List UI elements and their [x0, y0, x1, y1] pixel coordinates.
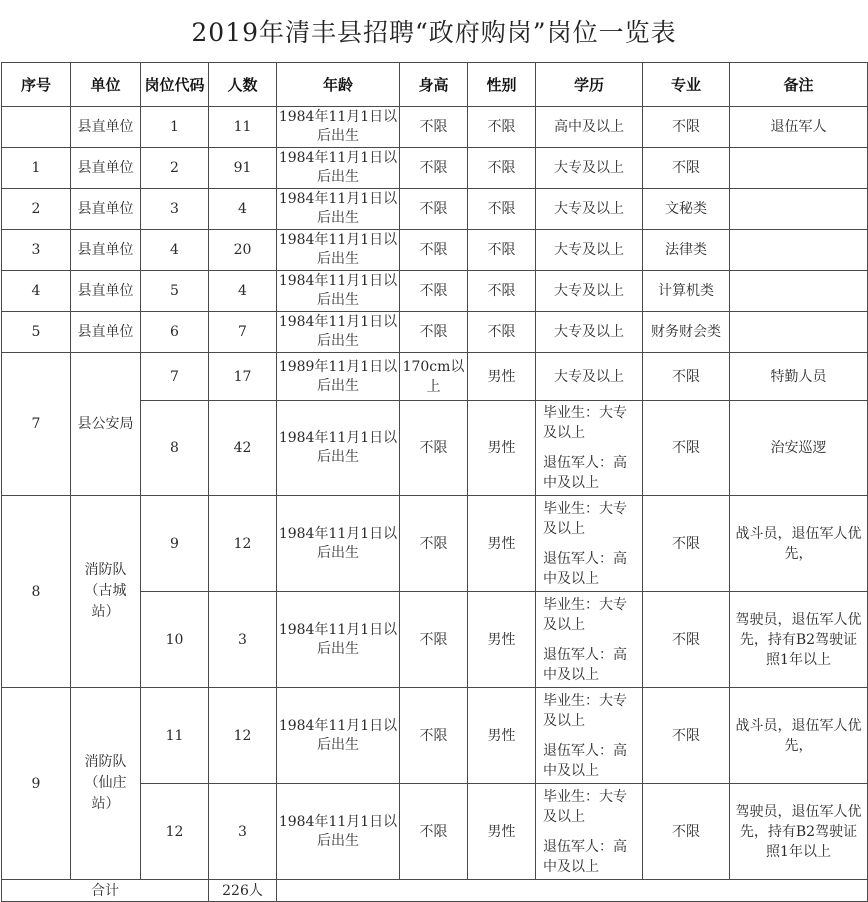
edu-graduate: 毕业生：大专及以上	[543, 405, 627, 441]
cell-note: 战斗员，退伍军人优先，	[730, 496, 868, 592]
header-major: 专业	[643, 63, 730, 107]
cell-edu: 大专及以上	[536, 271, 643, 312]
cell-edu: 大专及以上	[536, 312, 643, 353]
cell-gender: 不限	[468, 107, 536, 148]
header-seq: 序号	[2, 63, 71, 107]
cell-unit: 县公安局	[71, 353, 141, 496]
cell-edu	[536, 688, 643, 784]
edu-veteran: 退伍军人：高中及以上	[543, 550, 627, 587]
cell-code: 3	[141, 189, 209, 230]
cell-age: 1984年11月1日以后出生	[277, 592, 400, 688]
cell-code: 12	[141, 784, 209, 880]
cell-count: 11	[209, 107, 277, 148]
edu-graduate: 毕业生：大专及以上	[543, 596, 627, 633]
cell-seq: 9	[2, 688, 71, 880]
cell-code: 8	[141, 401, 209, 496]
cell-major: 不限	[643, 353, 730, 401]
cell-code: 7	[141, 353, 209, 401]
cell-gender: 不限	[468, 230, 536, 271]
cell-code: 1	[141, 107, 209, 148]
table-row	[2, 107, 868, 148]
cell-height: 不限	[400, 496, 468, 592]
cell-age: 1984年11月1日以后出生	[277, 312, 400, 353]
cell-code: 11	[141, 688, 209, 784]
cell-height: 不限	[400, 312, 468, 353]
cell-note: 治安巡逻	[730, 401, 868, 496]
header-row	[2, 63, 868, 107]
cell-height: 不限	[400, 148, 468, 189]
table-row	[2, 353, 868, 401]
cell-major: 文秘类	[643, 189, 730, 230]
cell-gender: 不限	[468, 189, 536, 230]
edu-veteran: 退伍军人：高中及以上	[543, 455, 627, 491]
edu-graduate: 毕业生：大专及以上	[543, 692, 627, 729]
cell-age: 1984年11月1日以后出生	[277, 401, 400, 496]
cell-height: 不限	[400, 784, 468, 880]
cell-seq: 2	[2, 189, 71, 230]
cell-seq: 5	[2, 312, 71, 353]
cell-height: 不限	[400, 189, 468, 230]
total-label: 合计	[2, 880, 209, 902]
cell-edu: 高中及以上	[536, 107, 643, 148]
cell-height: 不限	[400, 401, 468, 496]
cell-seq: 1	[2, 148, 71, 189]
cell-age: 1984年11月1日以后出生	[277, 784, 400, 880]
table-row	[2, 230, 868, 271]
cell-major: 不限	[643, 107, 730, 148]
cell-age: 1989年11月1日以后出生	[277, 353, 400, 401]
cell-code: 10	[141, 592, 209, 688]
cell-count: 12	[209, 688, 277, 784]
cell-count: 4	[209, 189, 277, 230]
edu-veteran: 退伍军人：高中及以上	[543, 742, 627, 779]
cell-unit: 县直单位	[71, 189, 141, 230]
cell-edu: 大专及以上	[536, 230, 643, 271]
cell-note	[730, 148, 868, 189]
table-row	[2, 312, 868, 353]
cell-count: 3	[209, 592, 277, 688]
cell-major: 不限	[643, 148, 730, 189]
cell-seq: 3	[2, 230, 71, 271]
cell-edu	[536, 592, 643, 688]
table-row	[2, 688, 868, 784]
cell-unit: 县直单位	[71, 230, 141, 271]
cell-unit: 县直单位	[71, 148, 141, 189]
cell-unit: 消防队（仙庄站）	[71, 688, 141, 880]
cell-edu: 大专及以上	[536, 353, 643, 401]
header-note: 备注	[730, 63, 868, 107]
cell-gender: 男性	[468, 496, 536, 592]
cell-edu: 大专及以上	[536, 148, 643, 189]
cell-major: 不限	[643, 784, 730, 880]
cell-note: 驾驶员，退伍军人优先，持有B2驾驶证照1年以上	[730, 784, 868, 880]
header-height: 身高	[400, 63, 468, 107]
cell-unit: 县直单位	[71, 271, 141, 312]
cell-code: 5	[141, 271, 209, 312]
cell-age: 1984年11月1日以后出生	[277, 148, 400, 189]
cell-major: 计算机类	[643, 271, 730, 312]
cell-height: 170cm以上	[400, 353, 468, 401]
cell-gender: 不限	[468, 148, 536, 189]
cell-count: 7	[209, 312, 277, 353]
header-count: 人数	[209, 63, 277, 107]
cell-major: 不限	[643, 688, 730, 784]
table-row	[2, 271, 868, 312]
cell-age: 1984年11月1日以后出生	[277, 688, 400, 784]
cell-seq: 4	[2, 271, 71, 312]
cell-count: 12	[209, 496, 277, 592]
cell-unit: 县直单位	[71, 312, 141, 353]
cell-count: 4	[209, 271, 277, 312]
edu-graduate: 毕业生：大专及以上	[543, 500, 627, 537]
cell-code: 2	[141, 148, 209, 189]
cell-note	[730, 312, 868, 353]
cell-count: 17	[209, 353, 277, 401]
cell-major: 不限	[643, 592, 730, 688]
table-row	[2, 148, 868, 189]
cell-code: 4	[141, 230, 209, 271]
recruitment-table	[1, 62, 868, 902]
cell-major: 财务财会类	[643, 312, 730, 353]
header-edu: 学历	[536, 63, 643, 107]
edu-veteran: 退伍军人：高中及以上	[543, 838, 627, 875]
cell-unit: 县直单位	[71, 107, 141, 148]
cell-code: 6	[141, 312, 209, 353]
total-blank	[277, 880, 868, 902]
page-title: 2019年清丰县招聘“政府购岗”岗位一览表	[191, 18, 677, 47]
header-gender: 性别	[468, 63, 536, 107]
cell-height: 不限	[400, 230, 468, 271]
cell-seq: 8	[2, 496, 71, 688]
cell-count: 91	[209, 148, 277, 189]
header-unit: 单位	[71, 63, 141, 107]
cell-unit: 消防队（古城站）	[71, 496, 141, 688]
cell-age: 1984年11月1日以后出生	[277, 230, 400, 271]
cell-gender: 男性	[468, 784, 536, 880]
cell-edu: 大专及以上	[536, 189, 643, 230]
header-code: 岗位代码	[141, 63, 209, 107]
cell-note	[730, 271, 868, 312]
cell-age: 1984年11月1日以后出生	[277, 496, 400, 592]
cell-age: 1984年11月1日以后出生	[277, 107, 400, 148]
cell-note: 特勤人员	[730, 353, 868, 401]
cell-major: 不限	[643, 401, 730, 496]
cell-edu	[536, 784, 643, 880]
cell-height: 不限	[400, 592, 468, 688]
cell-count: 42	[209, 401, 277, 496]
cell-seq: 7	[2, 353, 71, 496]
cell-gender: 男性	[468, 688, 536, 784]
edu-graduate: 毕业生：大专及以上	[543, 788, 627, 825]
cell-major: 不限	[643, 496, 730, 592]
cell-gender: 男性	[468, 353, 536, 401]
header-age: 年龄	[277, 63, 400, 107]
cell-height: 不限	[400, 688, 468, 784]
cell-count: 20	[209, 230, 277, 271]
cell-height: 不限	[400, 107, 468, 148]
cell-seq	[2, 107, 71, 148]
cell-gender: 不限	[468, 312, 536, 353]
cell-note	[730, 189, 868, 230]
table-row	[2, 189, 868, 230]
cell-gender: 不限	[468, 271, 536, 312]
cell-edu	[536, 401, 643, 496]
cell-code: 9	[141, 496, 209, 592]
cell-gender: 男性	[468, 592, 536, 688]
cell-age: 1984年11月1日以后出生	[277, 189, 400, 230]
cell-note: 驾驶员，退伍军人优先，持有B2驾驶证照1年以上	[730, 592, 868, 688]
cell-age: 1984年11月1日以后出生	[277, 271, 400, 312]
cell-note	[730, 230, 868, 271]
cell-note: 战斗员，退伍军人优先，	[730, 688, 868, 784]
cell-gender: 男性	[468, 401, 536, 496]
cell-note: 退伍军人	[730, 107, 868, 148]
cell-major: 法律类	[643, 230, 730, 271]
cell-edu	[536, 496, 643, 592]
cell-height: 不限	[400, 271, 468, 312]
edu-veteran: 退伍军人：高中及以上	[543, 646, 627, 683]
table-row	[2, 496, 868, 592]
total-count: 226人	[209, 880, 277, 902]
cell-count: 3	[209, 784, 277, 880]
total-row	[2, 880, 868, 902]
